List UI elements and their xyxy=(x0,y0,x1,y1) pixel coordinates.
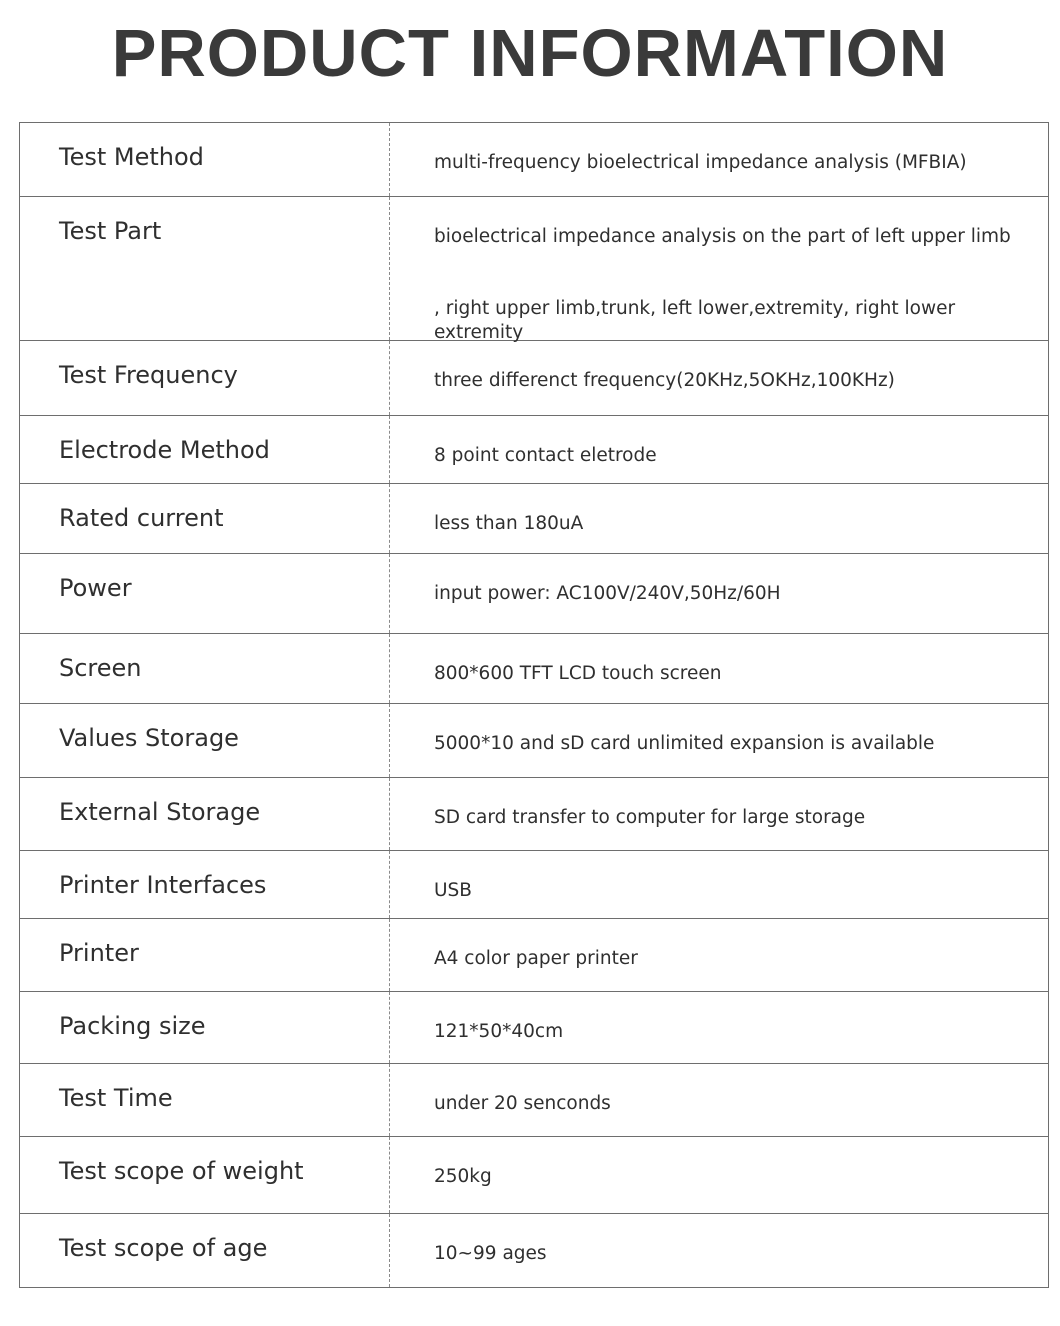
row-value: multi-frequency bioelectrical impedance analysis (MFBIA) xyxy=(434,152,967,173)
table-row xyxy=(20,992,1048,1064)
table-row xyxy=(20,851,1048,919)
table-row xyxy=(20,919,1048,992)
row-label: Test Method xyxy=(20,123,390,196)
row-label: Test Part xyxy=(20,197,390,340)
row-label: Printer xyxy=(20,919,390,991)
row-value: SD card transfer to computer for large storage xyxy=(434,807,866,828)
row-label: Rated current xyxy=(20,484,390,553)
row-value: 121*50*40cm xyxy=(434,1021,564,1042)
row-label: Test scope of weight xyxy=(20,1137,390,1213)
row-value: input power: AC100V/240V,50Hz/60H xyxy=(434,583,781,604)
row-label: Test Time xyxy=(20,1064,390,1136)
row-label: Power xyxy=(20,554,390,633)
spec-table xyxy=(19,122,1049,1288)
table-row xyxy=(20,704,1048,778)
table-row xyxy=(20,1064,1048,1137)
table-row xyxy=(20,1214,1048,1287)
table-row xyxy=(20,123,1048,197)
table-row xyxy=(20,634,1048,704)
row-label: Test scope of age xyxy=(20,1214,390,1287)
row-value: 250kg xyxy=(434,1166,492,1187)
table-row xyxy=(20,484,1048,554)
row-label: Values Storage xyxy=(20,704,390,777)
row-value: 8 point contact eletrode xyxy=(434,445,657,466)
table-row xyxy=(20,778,1048,851)
row-value: three differenct frequency(20KHz,5OKHz,100KHz) xyxy=(434,370,895,391)
row-label: Screen xyxy=(20,634,390,703)
row-value-line1: bioelectrical impedance analysis on the part of left upper limb xyxy=(434,226,1011,247)
table-row xyxy=(20,416,1048,484)
row-value: 800*600 TFT LCD touch screen xyxy=(434,663,722,684)
table-row xyxy=(20,554,1048,634)
row-value: USB xyxy=(434,880,472,901)
row-value-line2: , right upper limb,trunk, left lower,extremity, right lower extremity xyxy=(434,298,956,343)
row-value xyxy=(390,197,1048,343)
table-row xyxy=(20,1137,1048,1214)
row-label: Electrode Method xyxy=(20,416,390,483)
row-label: Printer Interfaces xyxy=(20,851,390,918)
row-label: External Storage xyxy=(20,778,390,850)
row-value: under 20 senconds xyxy=(434,1093,611,1114)
row-value: less than 180uA xyxy=(434,513,584,534)
table-row xyxy=(20,341,1048,416)
row-value: 10~99 ages xyxy=(434,1243,547,1264)
row-value: A4 color paper printer xyxy=(434,948,638,969)
row-value: 5000*10 and sD card unlimited expansion is available xyxy=(434,733,935,754)
page-title: PRODUCT INFORMATION xyxy=(111,16,949,91)
row-label: Packing size xyxy=(20,992,390,1063)
table-row xyxy=(20,197,1048,341)
row-label: Test Frequency xyxy=(20,341,390,415)
